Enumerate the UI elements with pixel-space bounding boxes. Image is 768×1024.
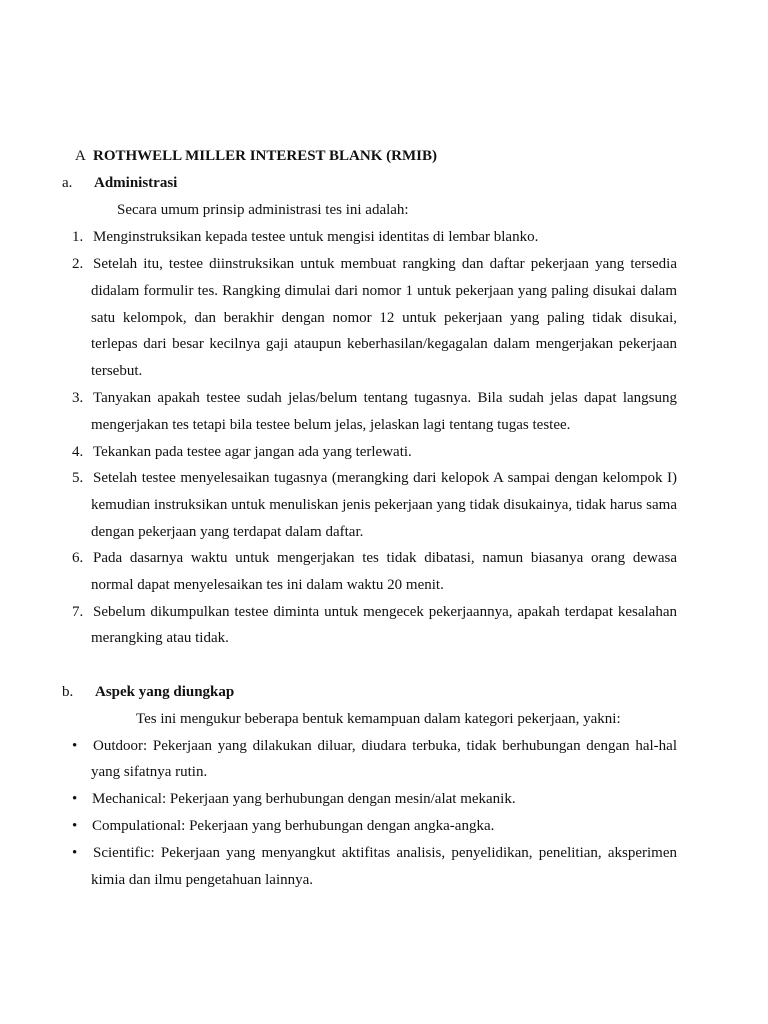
list-item-text: mengerjakan tes tetapi bila testee belum jelas, jelaskan lagi tentang tugas testee. (91, 417, 571, 433)
list-item-text: Setelah itu, testee diinstruksikan untuk membuat rangking dan daftar pekerjaan yang tersedia (93, 256, 677, 272)
list-item-text: Tanyakan apakah testee sudah jelas/belum tentang tugasnya. Bila sudah jelas dapat langsung (93, 390, 677, 406)
list-item-text: normal dapat menyelesaikan tes ini dalam waktu 20 menit. (91, 577, 444, 593)
section-a-intro: Secara umum prinsip administrasi tes ini adalah: (117, 202, 409, 218)
bullet-item-text: Compulational: Pekerjaan yang berhubungan dengan angka-angka. (92, 818, 495, 834)
bullet-item-text: kimia dan ilmu pengetahuan lainnya. (91, 872, 314, 888)
list-item-number: 2. (72, 256, 84, 272)
section-b-title: Aspek yang diungkap (95, 684, 235, 700)
bullet-icon: • (72, 845, 78, 861)
list-item-text: tersebut. (91, 363, 143, 379)
list-item-number: 7. (72, 604, 84, 620)
bullet-item-text: Scientific: Pekerjaan yang menyangkut aktifitas analisis, penyelidikan, penelitian, aksperimen (93, 845, 677, 861)
list-item-text: Pada dasarnya waktu untuk mengerjakan tes tidak dibatasi, namun biasanya orang dewasa (93, 550, 677, 566)
list-item-text: satu kelompok, dan berakhir dengan nomor 12 untuk pekerjaan yang paling tidak disukai, (91, 310, 677, 326)
section-a-title: Administrasi (94, 175, 178, 191)
bullet-icon: • (72, 791, 78, 807)
list-item-text: dengan pekerjaan yang terdapat dalam daftar. (91, 524, 364, 540)
list-item-text: terlepas dari besar kecilnya gaji ataupun keberhasilan/kegagalan dalam mengerjakan pekerjaan (91, 336, 677, 352)
bullet-item-text: yang sifatnya rutin. (91, 764, 208, 780)
list-item-number: 1. (72, 229, 84, 245)
section-b-marker: b. (62, 684, 74, 700)
list-item-number: 4. (72, 444, 84, 460)
section-a-marker: a. (62, 175, 73, 191)
list-item-text: Tekankan pada testee agar jangan ada yang terlewati. (93, 444, 412, 460)
heading-letter: A (75, 148, 86, 164)
section-b-intro: Tes ini mengukur beberapa bentuk kemampuan dalam kategori pekerjaan, yakni: (136, 711, 621, 727)
list-item-number: 3. (72, 390, 84, 406)
list-item-text: merangking atau tidak. (91, 630, 229, 646)
bullet-icon: • (72, 818, 78, 834)
bullet-icon: • (72, 738, 78, 754)
list-item-number: 6. (72, 550, 84, 566)
list-item-text: Setelah testee menyelesaikan tugasnya (merangking dari kelopok A sampai dengan kelompok I) (93, 470, 677, 486)
list-item-number: 5. (72, 470, 84, 486)
bullet-item-text: Mechanical: Pekerjaan yang berhubungan dengan mesin/alat mekanik. (92, 791, 516, 807)
bullet-item-text: Outdoor: Pekerjaan yang dilakukan diluar, diudara terbuka, tidak berhubungan dengan hal-hal (93, 738, 677, 754)
list-item-text: Menginstruksikan kepada testee untuk mengisi identitas di lembar blanko. (93, 229, 539, 245)
heading-title: ROTHWELL MILLER INTEREST BLANK (RMIB) (93, 148, 437, 164)
list-item-text: didalam formulir tes. Rangking dimulai dari nomor 1 untuk pekerjaan yang paling disukai dalam (91, 283, 677, 299)
list-item-text: Sebelum dikumpulkan testee diminta untuk mengecek pekerjaannya, apakah terdapat kesalahan (93, 604, 677, 620)
list-item-text: kemudian instruksikan untuk menuliskan jenis pekerjaan yang tidak disukainya, tidak harus sama (91, 497, 677, 513)
